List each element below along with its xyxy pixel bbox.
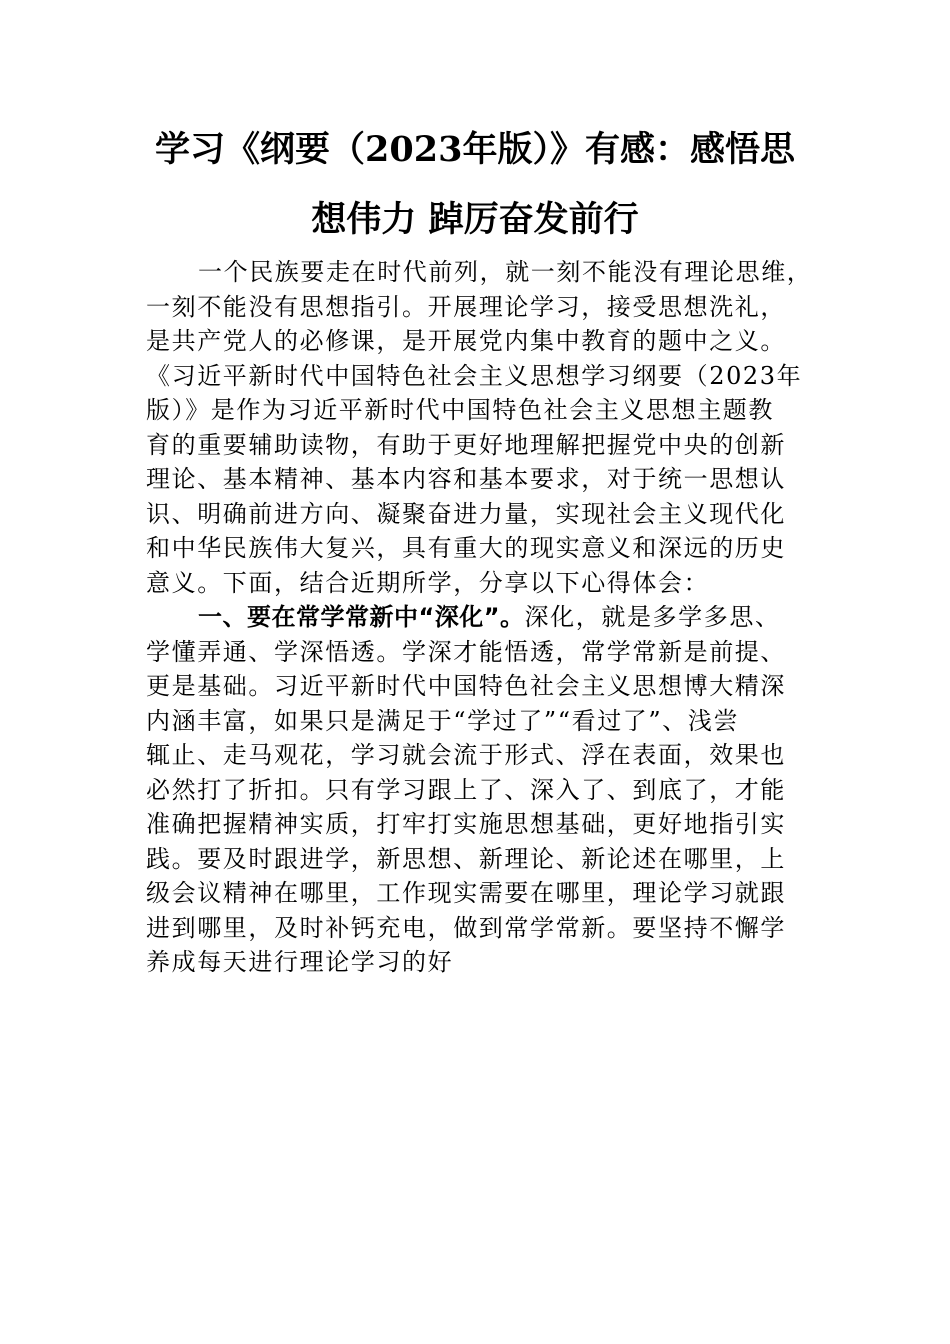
paragraph-line: 更是基础。习近平新时代中国特色社会主义思想博大精深 <box>146 672 786 700</box>
paragraph-line: 级会议精神在哪里，工作现实需要在哪里，理论学习就跟 <box>146 879 786 907</box>
paragraph-line: 是共产党人的必修课，是开展党内集中教育的题中之义。 <box>146 327 786 355</box>
paragraph-line: 《习近平新时代中国特色社会主义思想学习纲要（2023年 <box>146 361 803 390</box>
section-1-first-line-text: 深化，就是多学多思、 <box>524 603 781 631</box>
paragraph-line: 一刻不能没有思想指引。开展理论学习，接受思想洗礼， <box>146 292 786 321</box>
paragraph-line: 内涵丰富，如果只是满足于“学过了”“看过了”、浅尝 <box>146 706 740 735</box>
paragraph-line: 学懂弄通、学深悟透。学深才能悟透，常学常新是前提、 <box>146 637 786 666</box>
paragraph-line: 和中华民族伟大复兴，具有重大的现实意义和深远的历史 <box>146 534 786 562</box>
document-title-line-1: 学习《纲要（2023年版）》有感：感悟思 <box>155 129 795 170</box>
paragraph-line: 识、明确前进方向、凝聚奋进力量，实现社会主义现代化 <box>146 499 786 528</box>
paragraph-line: 践。要及时跟进学，新思想、新理论、新论述在哪里，上 <box>146 844 786 873</box>
section-1-first-line <box>146 600 810 635</box>
paragraph-line: 辄止、走马观花，学习就会流于形式、浮在表面，效果也 <box>146 741 786 769</box>
paragraph-line: 理论、基本精神、基本内容和基本要求，对于统一思想认 <box>146 465 786 493</box>
paragraph-line: 意义。下面，结合近期所学，分享以下心得体会： <box>146 568 710 597</box>
paragraph-line: 养成每天进行理论学习的好 <box>146 948 454 976</box>
document-body <box>146 255 813 980</box>
section-1-heading: 一、要在常学常新中“深化”。 <box>198 603 525 631</box>
paragraph-line: 版）》是作为习近平新时代中国特色社会主义思想主题教 <box>146 396 774 424</box>
paragraph-line: 准确把握精神实质，打牢打实施思想基础，更好地指引实 <box>146 810 786 838</box>
paragraph-line: 一个民族要走在时代前列，就一刻不能没有理论思维， <box>198 258 813 286</box>
document-title-line-2: 想伟力 踔厉奋发前行 <box>311 199 639 240</box>
paragraph-line: 育的重要辅助读物，有助于更好地理解把握党中央的创新 <box>146 430 786 459</box>
paragraph-line: 必然打了折扣。只有学习跟上了、深入了、到底了，才能 <box>146 775 786 804</box>
paragraph-line: 进到哪里，及时补钙充电，做到常学常新。要坚持不懈学 <box>146 913 786 942</box>
